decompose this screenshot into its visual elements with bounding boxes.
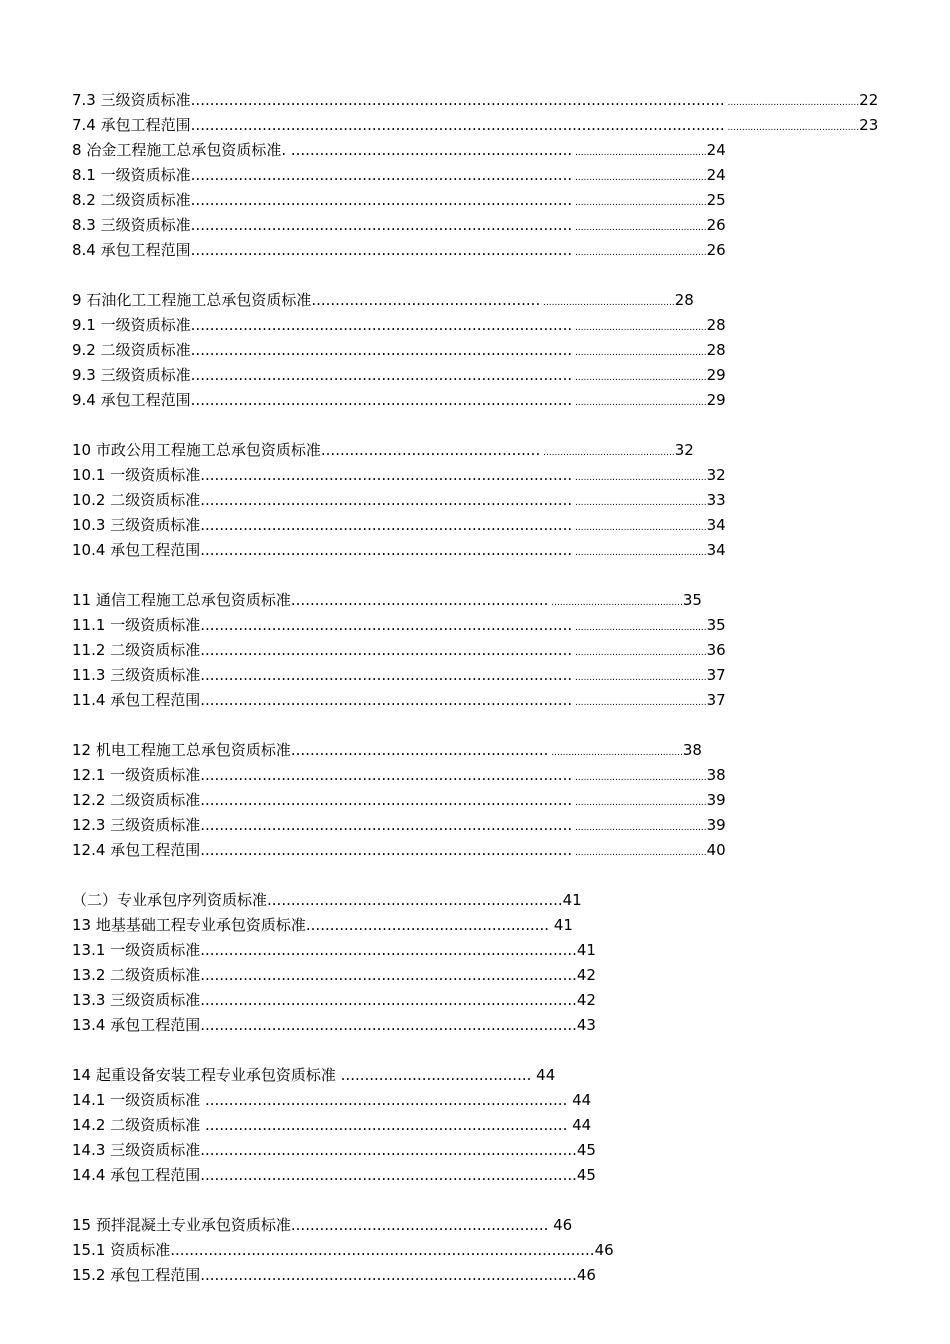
toc-entry-leader-fine: .............................................. (724, 98, 860, 108)
toc-entry[interactable] (72, 513, 832, 538)
toc-entry-page: 28 (706, 341, 726, 359)
toc-entry-leader-fine: .............................................. (572, 373, 707, 383)
toc-entry-title: 通信工程施工总承包资质标准 (95, 591, 291, 609)
toc-entry-leader: ............................................................................... (200, 966, 577, 984)
toc-entry-number: 14.1 (72, 1091, 106, 1109)
toc-entry-title: 一级资质标准 (100, 316, 191, 334)
toc-entry-title: 承包工程范围 (110, 541, 201, 559)
toc-entry-number: 13 (72, 916, 92, 934)
toc-entry-leader: ................................................................................ (190, 341, 573, 359)
toc-entry-title: 承包工程范围 (110, 841, 201, 859)
toc-entry-title: 承包工程范围 (100, 391, 191, 409)
toc-spacer (72, 1188, 832, 1213)
toc-spacer (72, 863, 832, 888)
toc-entry-leader: ......................................................................................... (170, 1241, 595, 1259)
toc-entry-title: 承包工程范围 (100, 241, 191, 259)
toc-entry[interactable] (72, 888, 832, 913)
toc-entry[interactable] (72, 638, 832, 663)
toc-entry-page: 32 (674, 441, 694, 459)
toc-entry-number: 14 (72, 1066, 92, 1084)
toc-entry-title: 机电工程施工总承包资质标准 (95, 741, 291, 759)
toc-entry[interactable] (72, 213, 832, 238)
toc-entry-leader: ............................................................................ (200, 1116, 573, 1134)
toc-entry-title: 起重设备安装工程专业承包资质标准 (95, 1066, 336, 1084)
toc-entry-leader: .............................................................................. (200, 666, 573, 684)
toc-entry-title: 承包工程范围 (110, 1016, 201, 1034)
toc-spacer (72, 1038, 832, 1063)
toc-entry[interactable] (72, 938, 832, 963)
toc-entry-leader: ................................................................................ (190, 391, 573, 409)
toc-entry-number: 14.3 (72, 1141, 106, 1159)
toc-entry-title: 预拌混凝土专业承包资质标准 (95, 1216, 291, 1234)
toc-entry-leader-fine: .............................................. (572, 323, 707, 333)
toc-entry-leader-fine: .............................................. (572, 148, 707, 158)
toc-entry-page: 22 (859, 91, 879, 109)
toc-entry-title: 承包工程范围 (110, 1166, 201, 1184)
toc-entry[interactable] (72, 813, 832, 838)
toc-entry[interactable] (72, 988, 832, 1013)
toc-entry-page: 38 (682, 741, 702, 759)
toc-entry[interactable] (72, 1063, 832, 1088)
toc-entry-leader-fine: .............................................. (724, 123, 860, 133)
toc-entry-leader-fine: .............................................. (572, 698, 707, 708)
toc-entry-number: 8.2 (72, 191, 96, 209)
toc-entry-page: 40 (706, 841, 726, 859)
toc-entry[interactable] (72, 338, 832, 363)
toc-entry-leader: ................................................................................ (190, 241, 573, 259)
toc-entry-page: 43 (576, 1016, 596, 1034)
toc-entry-leader: .............................................................................. (200, 816, 573, 834)
toc-entry-number: 9 (72, 291, 82, 309)
toc-entry-page: 45 (576, 1141, 596, 1159)
toc-entry-leader-fine: .............................................. (548, 748, 683, 758)
toc-entry-leader: ................................................................................ (190, 316, 573, 334)
toc-entry[interactable] (72, 1013, 832, 1038)
toc-entry-leader: ................................................................................................................ (190, 91, 725, 109)
toc-entry-page: 26 (706, 241, 726, 259)
toc-entry-number: 10.1 (72, 466, 106, 484)
toc-entry-number: 15 (72, 1216, 92, 1234)
toc-entry-title: 二级资质标准 (110, 491, 201, 509)
toc-entry-page: 46 (553, 1216, 573, 1234)
toc-entry-leader-fine: .............................................. (572, 248, 707, 258)
toc-entry-title: 三级资质标准 (110, 1141, 201, 1159)
toc-entry[interactable] (72, 363, 832, 388)
toc-entry[interactable] (72, 1263, 832, 1288)
toc-entry-title: 三级资质标准 (100, 366, 191, 384)
toc-entry[interactable] (72, 963, 832, 988)
toc-entry-title: （二）专业承包序列资质标准 (72, 891, 268, 909)
toc-entry-leader: ........................................ (335, 1066, 537, 1084)
toc-entry-number: 10.4 (72, 541, 106, 559)
toc-entry-leader: .............................................................................. (200, 466, 573, 484)
toc-entry[interactable] (72, 1213, 832, 1238)
toc-entry-leader: .............................................................................. (200, 691, 573, 709)
toc-entry-title: 二级资质标准 (110, 791, 201, 809)
toc-entry-leader: ...................................................... (290, 741, 549, 759)
toc-entry-leader-fine: .............................................. (572, 523, 707, 533)
toc-entry-title: 一级资质标准 (110, 1091, 201, 1109)
toc-entry[interactable] (72, 538, 832, 563)
toc-entry-leader: .............................................................................. (200, 841, 573, 859)
toc-entry-title: 三级资质标准 (100, 216, 191, 234)
toc-entry[interactable] (72, 738, 832, 763)
toc-entry-leader: ........................................................... (286, 141, 573, 159)
toc-entry-leader: .............................................................................. (200, 516, 573, 534)
toc-entry-leader: ............................................................................... (200, 1266, 577, 1284)
toc-entry-leader: ...................................................... (290, 591, 549, 609)
toc-entry-number: 14.2 (72, 1116, 106, 1134)
toc-entry-page: 38 (706, 766, 726, 784)
toc-entry-leader: ................................................ (311, 291, 541, 309)
toc-entry-number: 10.2 (72, 491, 106, 509)
toc-entry-title: 石油化工工程施工总承包资质标准 (86, 291, 312, 309)
toc-entry[interactable] (72, 838, 832, 863)
toc-entry-page: 34 (706, 516, 726, 534)
toc-entry-page: 45 (576, 1166, 596, 1184)
toc-entry-title: 三级资质标准 (110, 516, 201, 534)
toc-entry[interactable] (72, 463, 832, 488)
toc-entry-title: 三级资质标准 (110, 991, 201, 1009)
toc-entry-page: 37 (706, 666, 726, 684)
toc-entry[interactable] (72, 188, 832, 213)
toc-entry-title: 一级资质标准 (110, 941, 201, 959)
toc-entry[interactable] (72, 1113, 832, 1138)
toc-entry-leader-fine: .............................................. (572, 848, 707, 858)
toc-entry-number: 8.1 (72, 166, 96, 184)
toc-entry-number: 14.4 (72, 1166, 106, 1184)
toc-entry[interactable] (72, 1163, 832, 1188)
toc-entry-title: 三级资质标准 (100, 91, 191, 109)
toc-spacer (72, 263, 832, 288)
toc-entry-page: 44 (572, 1116, 592, 1134)
toc-entry-number: 8.4 (72, 241, 96, 259)
toc-entry-leader: .............................................. (320, 441, 541, 459)
table-of-contents (72, 88, 879, 1288)
toc-entry-leader: ............................................................................... (200, 991, 577, 1009)
toc-entry[interactable] (72, 588, 832, 613)
toc-entry-page: 29 (706, 366, 726, 384)
toc-entry-leader: ............................................................................... (200, 1166, 577, 1184)
toc-entry-number: 12.4 (72, 841, 106, 859)
toc-entry-page: 24 (706, 166, 726, 184)
toc-entry-number: 9.3 (72, 366, 96, 384)
toc-entry-page: 26 (706, 216, 726, 234)
toc-entry-leader-fine: .............................................. (572, 648, 707, 658)
toc-entry-number: 13.2 (72, 966, 106, 984)
toc-entry-page: 34 (706, 541, 726, 559)
toc-entry-title: 冶金工程施工总承包资质标准. (86, 141, 287, 159)
toc-entry-page: 28 (706, 316, 726, 334)
toc-entry[interactable] (72, 763, 832, 788)
toc-entry-title: 资质标准 (110, 1241, 171, 1259)
toc-spacer (72, 713, 832, 738)
toc-entry-leader-fine: .............................................. (540, 448, 675, 458)
toc-entry-number: 8.3 (72, 216, 96, 234)
toc-entry[interactable] (72, 488, 832, 513)
toc-entry[interactable] (72, 313, 832, 338)
toc-entry-leader-fine: .............................................. (572, 673, 707, 683)
toc-entry-title: 二级资质标准 (100, 191, 191, 209)
toc-entry-number: 9.4 (72, 391, 96, 409)
toc-entry-number: 11.4 (72, 691, 106, 709)
toc-entry[interactable] (72, 388, 832, 413)
toc-entry-page: 46 (576, 1266, 596, 1284)
toc-entry-leader: ................................................................................ (190, 166, 573, 184)
toc-entry-number: 12.2 (72, 791, 106, 809)
toc-entry-page: 42 (576, 966, 596, 984)
toc-entry-number: 8 (72, 141, 82, 159)
toc-entry-leader-fine: .............................................. (572, 473, 707, 483)
toc-entry-page: 35 (706, 616, 726, 634)
toc-entry-leader: ...................................................... (290, 1216, 554, 1234)
toc-entry-title: 二级资质标准 (110, 641, 201, 659)
toc-entry-number: 12 (72, 741, 92, 759)
toc-entry-number: 10 (72, 441, 92, 459)
toc-spacer (72, 413, 832, 438)
toc-entry-page: 42 (576, 991, 596, 1009)
toc-entry-leader-fine: .............................................. (572, 198, 707, 208)
toc-entry-page: 36 (706, 641, 726, 659)
toc-entry-number: 9.2 (72, 341, 96, 359)
toc-entry-page: 41 (576, 941, 596, 959)
toc-entry-leader: .............................................................................. (200, 616, 573, 634)
toc-entry-page: 23 (859, 116, 879, 134)
toc-entry-title: 一级资质标准 (100, 166, 191, 184)
toc-entry-leader-fine: .............................................. (548, 598, 683, 608)
toc-entry-title: 承包工程范围 (110, 691, 201, 709)
toc-entry-leader-fine: .............................................. (572, 348, 707, 358)
toc-entry-page: 44 (572, 1091, 592, 1109)
toc-entry-page: 35 (682, 591, 702, 609)
toc-entry-leader: ............................................................................... (200, 1016, 577, 1034)
toc-entry-title: 地基基础工程专业承包资质标准 (95, 916, 306, 934)
toc-entry[interactable] (72, 788, 832, 813)
toc-entry-title: 一级资质标准 (110, 766, 201, 784)
toc-entry-leader-fine: .............................................. (572, 223, 707, 233)
toc-entry-leader: .............................................................................. (200, 766, 573, 784)
toc-entry-number: 11.3 (72, 666, 106, 684)
toc-entry-page: 41 (562, 891, 582, 909)
toc-entry-leader-fine: .............................................. (540, 298, 675, 308)
toc-entry-leader-fine: .............................................. (572, 823, 707, 833)
toc-entry[interactable] (72, 913, 832, 938)
toc-entry-leader-fine: .............................................. (572, 498, 707, 508)
toc-entry[interactable] (72, 613, 832, 638)
toc-entry[interactable] (72, 88, 879, 113)
toc-entry[interactable] (72, 113, 879, 138)
toc-entry-number: 15.2 (72, 1266, 106, 1284)
toc-entry-number: 7.3 (72, 91, 96, 109)
toc-entry[interactable] (72, 1238, 832, 1263)
toc-entry-title: 三级资质标准 (110, 666, 201, 684)
toc-entry[interactable] (72, 1088, 832, 1113)
toc-entry-title: 市政公用工程施工总承包资质标准 (95, 441, 321, 459)
toc-entry-number: 13.3 (72, 991, 106, 1009)
toc-entry-leader-fine: .............................................. (572, 398, 707, 408)
toc-entry-page: 28 (674, 291, 694, 309)
toc-entry-title: 二级资质标准 (110, 966, 201, 984)
toc-entry[interactable] (72, 1138, 832, 1163)
toc-entry-page: 44 (536, 1066, 556, 1084)
toc-entry-leader: ............................................................................... (200, 941, 577, 959)
toc-entry-title: 一级资质标准 (110, 616, 201, 634)
toc-entry-number: 13.4 (72, 1016, 106, 1034)
toc-entry-leader-fine: .............................................. (572, 798, 707, 808)
toc-entry-leader: ................................................................................ (190, 366, 573, 384)
toc-entry-title: 二级资质标准 (110, 1116, 201, 1134)
toc-entry[interactable] (72, 438, 832, 463)
toc-entry-leader-fine: .............................................. (572, 773, 707, 783)
toc-entry[interactable] (72, 288, 832, 313)
toc-entry-number: 11.2 (72, 641, 106, 659)
toc-spacer (72, 563, 832, 588)
toc-entry[interactable] (72, 663, 832, 688)
toc-entry-title: 二级资质标准 (100, 341, 191, 359)
toc-entry-leader: .............................................................................. (200, 491, 573, 509)
toc-entry-page: 46 (594, 1241, 614, 1259)
toc-entry-title: 一级资质标准 (110, 466, 201, 484)
toc-entry-page: 37 (706, 691, 726, 709)
toc-entry-leader: ............................................................................... (200, 1141, 577, 1159)
toc-entry-page: 39 (706, 816, 726, 834)
toc-entry-number: 11 (72, 591, 92, 609)
toc-entry-page: 29 (706, 391, 726, 409)
toc-entry-number: 12.3 (72, 816, 106, 834)
toc-entry-page: 24 (706, 141, 726, 159)
toc-entry-leader: ............................................................................ (200, 1091, 573, 1109)
toc-entry-leader: ................................................... (305, 916, 554, 934)
toc-entry-leader: .............................................................................. (200, 641, 573, 659)
toc-entry-number: 11.1 (72, 616, 106, 634)
toc-entry-leader-fine: .............................................. (572, 623, 707, 633)
toc-entry-leader: .............................................................................. (200, 791, 573, 809)
toc-entry-leader: ................................................................................ (190, 216, 573, 234)
toc-entry-title: 承包工程范围 (100, 116, 191, 134)
toc-entry-leader-fine: .............................................. (572, 548, 707, 558)
toc-entry[interactable] (72, 238, 832, 263)
toc-entry-leader-fine: .............................................. (572, 173, 707, 183)
toc-entry-leader: ................................................................................................................ (190, 116, 725, 134)
toc-entry-number: 10.3 (72, 516, 106, 534)
toc-entry-number: 12.1 (72, 766, 106, 784)
toc-entry-title: 承包工程范围 (110, 1266, 201, 1284)
toc-entry[interactable] (72, 138, 832, 163)
toc-entry-number: 7.4 (72, 116, 96, 134)
toc-entry-number: 13.1 (72, 941, 106, 959)
toc-entry-page: 39 (706, 791, 726, 809)
toc-entry-page: 32 (706, 466, 726, 484)
toc-entry-leader: ................................................................................ (190, 191, 573, 209)
toc-entry-page: 41 (553, 916, 573, 934)
toc-entry[interactable] (72, 163, 832, 188)
toc-entry[interactable] (72, 688, 832, 713)
toc-entry-leader: .............................................................. (267, 891, 563, 909)
toc-entry-leader: .............................................................................. (200, 541, 573, 559)
toc-entry-number: 9.1 (72, 316, 96, 334)
toc-entry-number: 15.1 (72, 1241, 106, 1259)
toc-entry-page: 25 (706, 191, 726, 209)
toc-entry-page: 33 (706, 491, 726, 509)
toc-entry-title: 三级资质标准 (110, 816, 201, 834)
